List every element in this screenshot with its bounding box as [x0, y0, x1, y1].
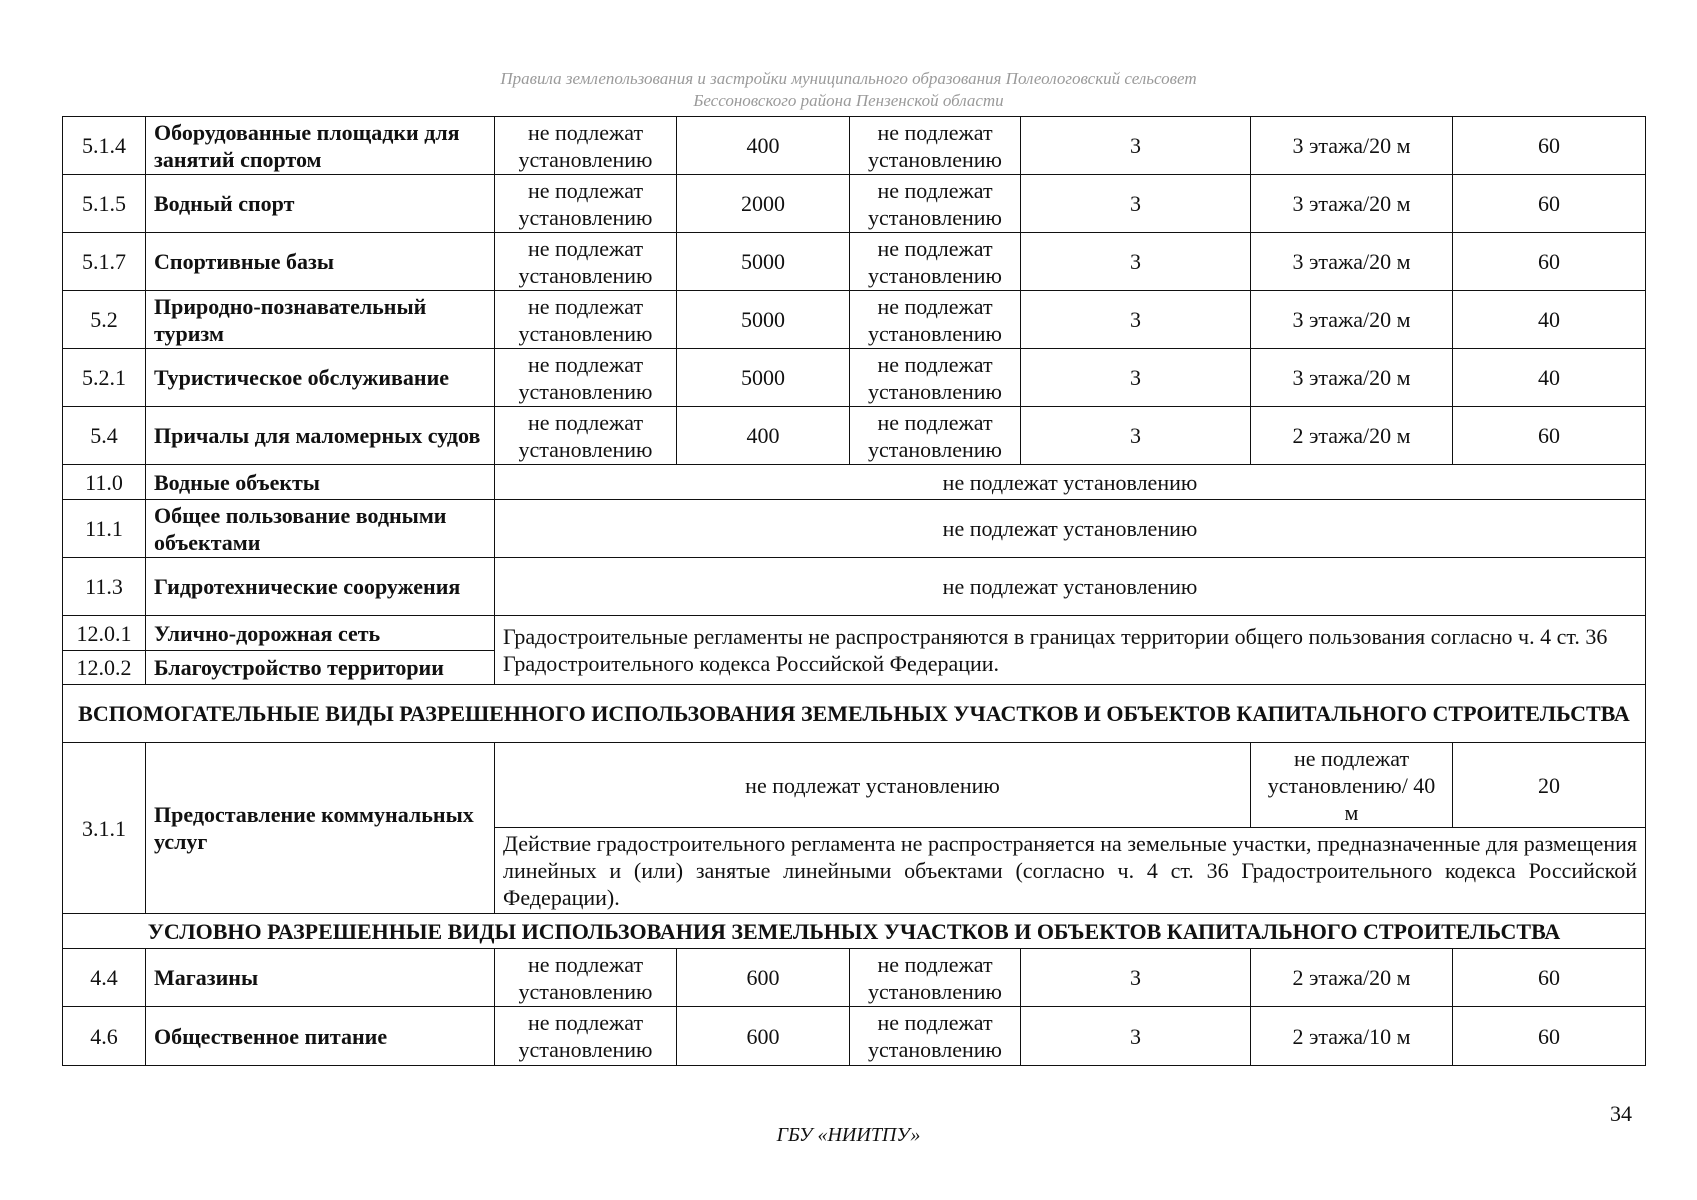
cell-coverage: 20	[1453, 743, 1646, 828]
merged-value: не подлежат установлению	[495, 500, 1646, 558]
table-row	[63, 743, 1646, 828]
cell-min-width: не подлежат установлению	[495, 407, 677, 465]
cell-setback: 3	[1021, 1007, 1251, 1066]
cell-min-width: не подлежат установлению	[495, 117, 677, 175]
table-row	[63, 1007, 1646, 1066]
section-heading-row	[63, 914, 1646, 949]
cell-min-width: не подлежат установлению	[495, 1007, 677, 1066]
cell-height: 2 этажа/20 м	[1251, 949, 1453, 1007]
table-row	[63, 500, 1646, 558]
cell-setback: 3	[1021, 407, 1251, 465]
regulations-table	[62, 116, 1646, 1066]
section-heading-conditional: УСЛОВНО РАЗРЕШЕННЫЕ ВИДЫ ИСПОЛЬЗОВАНИЯ ЗЕМЕЛЬНЫХ УЧАСТКОВ И ОБЪЕКТОВ КАПИТАЛЬНОГО СТРОИТЕЛЬСТВА	[63, 914, 1646, 949]
cell-coverage: 60	[1453, 233, 1646, 291]
row-code: 11.0	[63, 465, 146, 500]
cell-min-area: 400	[677, 117, 850, 175]
row-code: 12.0.1	[63, 616, 146, 651]
section-heading-auxiliary: ВСПОМОГАТЕЛЬНЫЕ ВИДЫ РАЗРЕШЕННОГО ИСПОЛЬЗОВАНИЯ ЗЕМЕЛЬНЫХ УЧАСТКОВ И ОБЪЕКТОВ КАПИТАЛЬНОГО СТРОИТЕЛЬСТВА	[63, 685, 1646, 743]
row-code: 5.2.1	[63, 349, 146, 407]
cell-coverage: 60	[1453, 949, 1646, 1007]
cell-max-area: не подлежат установлению	[850, 175, 1021, 233]
cell-coverage: 40	[1453, 291, 1646, 349]
footer-organization: ГБУ «НИИТПУ»	[776, 1124, 921, 1146]
row-name: Водные объекты	[146, 465, 495, 500]
row-name: Магазины	[146, 949, 495, 1007]
row-code: 5.1.5	[63, 175, 146, 233]
cell-min-area: 5000	[677, 233, 850, 291]
table-row	[63, 117, 1646, 175]
utility-note: Действие градостроительного регламента не распространяется на земельные участки, предназначенные для размещения линейных и (или) занятые линейными объектами (согласно ч. 4 ст. 36 Градостроительного кодекса Российской Федерации).	[495, 828, 1646, 914]
row-code: 5.1.7	[63, 233, 146, 291]
row-name: Предоставление коммунальных услуг	[146, 743, 495, 914]
merged-value: не подлежат установлению	[495, 465, 1646, 500]
row-code: 5.4	[63, 407, 146, 465]
page-number: 34	[1610, 1101, 1632, 1126]
row-name: Благоустройство территории	[146, 651, 495, 685]
cell-height: 3 этажа/20 м	[1251, 233, 1453, 291]
table-row	[63, 558, 1646, 616]
cell-max-area: не подлежат установлению	[850, 233, 1021, 291]
cell-min-area: 600	[677, 949, 850, 1007]
row-name: Природно-познавательный туризм	[146, 291, 495, 349]
row-code: 11.1	[63, 500, 146, 558]
table-row	[63, 349, 1646, 407]
cell-min-width: не подлежат установлению	[495, 175, 677, 233]
row-name: Гидротехнические сооружения	[146, 558, 495, 616]
row-code: 3.1.1	[63, 743, 146, 914]
cell-coverage: 60	[1453, 407, 1646, 465]
cell-coverage: 60	[1453, 1007, 1646, 1066]
cell-height: 3 этажа/20 м	[1251, 349, 1453, 407]
table-row	[63, 949, 1646, 1007]
cell-height: 3 этажа/20 м	[1251, 291, 1453, 349]
table-row	[63, 291, 1646, 349]
merged-value: не подлежат установлению	[495, 558, 1646, 616]
cell-min-width: не подлежат установлению	[495, 349, 677, 407]
cell-coverage: 40	[1453, 349, 1646, 407]
cell-height: 2 этажа/20 м	[1251, 407, 1453, 465]
cell-max-area: не подлежат установлению	[850, 349, 1021, 407]
cell-min-area: 5000	[677, 291, 850, 349]
cell-max-area: не подлежат установлению	[850, 949, 1021, 1007]
cell-height: 3 этажа/20 м	[1251, 175, 1453, 233]
row-name: Общее пользование водными объектами	[146, 500, 495, 558]
row-name: Причалы для маломерных судов	[146, 407, 495, 465]
cell-min-area: 400	[677, 407, 850, 465]
row-name: Спортивные базы	[146, 233, 495, 291]
cell-coverage: 60	[1453, 117, 1646, 175]
cell-max-area: не подлежат установлению	[850, 407, 1021, 465]
running-header	[0, 68, 1697, 112]
section-heading-row	[63, 685, 1646, 743]
table-row	[63, 175, 1646, 233]
cell-min-width: не подлежат установлению	[495, 291, 677, 349]
cell-max-area: не подлежат установлению	[850, 1007, 1021, 1066]
cell-min-area: 600	[677, 1007, 850, 1066]
row-code: 12.0.2	[63, 651, 146, 685]
cell-min-area: 5000	[677, 349, 850, 407]
row-code: 4.4	[63, 949, 146, 1007]
table-row	[63, 233, 1646, 291]
cell-coverage: 60	[1453, 175, 1646, 233]
cell-setback: 3	[1021, 949, 1251, 1007]
cell-max-area: не подлежат установлению	[850, 291, 1021, 349]
cell-min-area: 2000	[677, 175, 850, 233]
street-note: Градостроительные регламенты не распространяются в границах территории общего пользования согласно ч. 4 ст. 36 Градостроительного кодекса Российской Федерации.	[495, 616, 1646, 685]
cell-setback: 3	[1021, 349, 1251, 407]
row-code: 5.1.4	[63, 117, 146, 175]
row-name: Водный спорт	[146, 175, 495, 233]
header-line-2: Бессоновского района Пензенской области	[693, 91, 1004, 110]
cell-max-area: не подлежат установлению	[850, 117, 1021, 175]
cell-min-width: не подлежат установлению	[495, 233, 677, 291]
row-code: 5.2	[63, 291, 146, 349]
table-row	[63, 616, 1646, 651]
cell-min-width: не подлежат установлению	[495, 949, 677, 1007]
row-name: Улично-дорожная сеть	[146, 616, 495, 651]
cell-height: не подлежат установлению/ 40 м	[1251, 743, 1453, 828]
row-code: 11.3	[63, 558, 146, 616]
cell-setback: 3	[1021, 175, 1251, 233]
cell-setback: 3	[1021, 233, 1251, 291]
cell-setback: 3	[1021, 291, 1251, 349]
header-line-1: Правила землепользования и застройки муниципального образования Полеологовский сельсовет	[500, 69, 1197, 88]
row-name: Туристическое обслуживание	[146, 349, 495, 407]
merged-value: не подлежат установлению	[495, 743, 1251, 828]
cell-setback: 3	[1021, 117, 1251, 175]
row-name: Оборудованные площадки для занятий спортом	[146, 117, 495, 175]
table-row	[63, 465, 1646, 500]
row-code: 4.6	[63, 1007, 146, 1066]
cell-height: 3 этажа/20 м	[1251, 117, 1453, 175]
table-row	[63, 407, 1646, 465]
row-name: Общественное питание	[146, 1007, 495, 1066]
cell-height: 2 этажа/10 м	[1251, 1007, 1453, 1066]
